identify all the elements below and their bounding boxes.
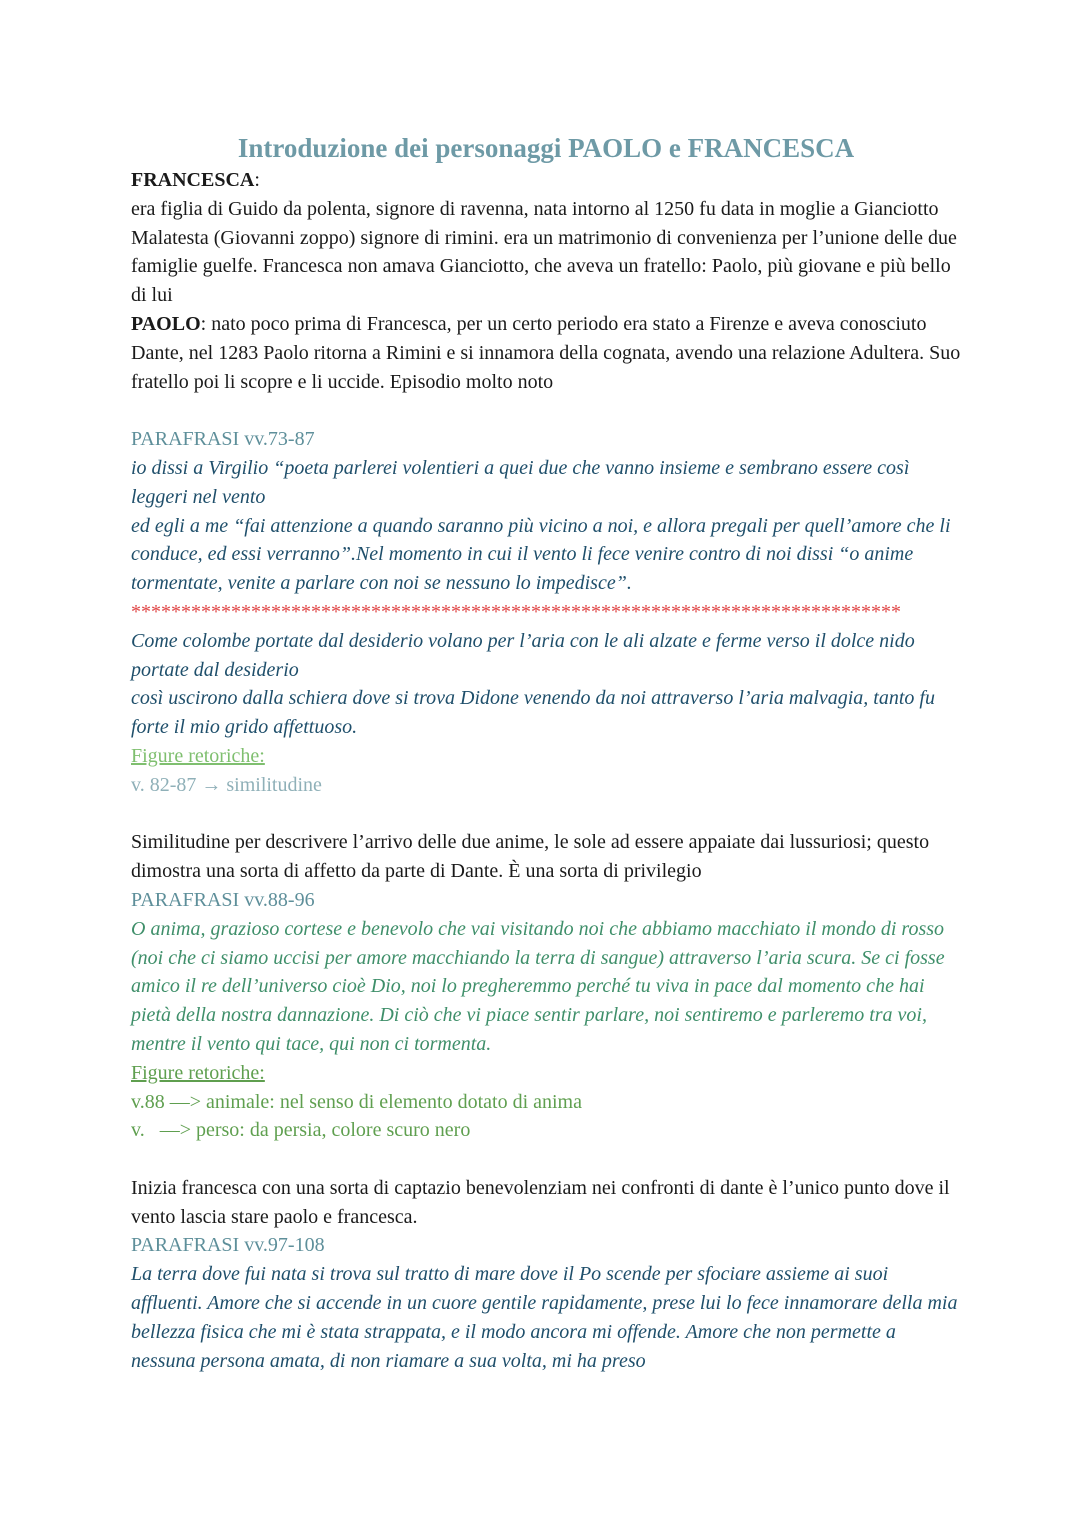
paolo-text: : nato poco prima di Francesca, per un certo periodo era stato a Firenze e aveva conosciuto Dante, nel 1283 Paolo ritorna a Rimini e si innamora della cognata, avendo una relazione Adultera. Suo fratello poi li scopre e li uccide. Episodio molto noto bbox=[131, 312, 961, 393]
section1-para3: Come colombe portate dal desiderio volano per l’aria con le ali alzate e ferme verso il dolce nido portate dal desiderio bbox=[131, 629, 915, 681]
figures-label-link: Figure retoriche: bbox=[131, 744, 265, 767]
section2-figure2: v. —> perso: da persia, colore scuro nero bbox=[131, 1119, 471, 1142]
section3-heading: PARAFRASI vv.97-108 bbox=[131, 1234, 325, 1257]
section2-heading: PARAFRASI vv.88-96 bbox=[131, 888, 315, 911]
francesca-text: era figlia di Guido da polenta, signore di ravenna, nata intorno al 1250 fu data in moglie a Gianciotto Malatesta (Giovanni zoppo) signore di rimini. era un matrimonio di convenienza per l’unione delle due famiglie guelfe. Francesca non amava Gianciotto, che aveva un fratello: Paolo, più giovane e più bello di lui bbox=[131, 197, 957, 307]
page-title: Introduzione dei personaggi PAOLO e FRANCESCA bbox=[237, 133, 855, 163]
francesca-label: FRANCESCA bbox=[131, 169, 255, 191]
section1-figures-label bbox=[131, 742, 961, 771]
comment1: Similitudine per descrivere l’arrivo delle due anime, le sole ad essere appaiate dai lussuriosi; questo dimostra una sorta di affetto da parte di Dante. È una sorta di privilegio bbox=[131, 831, 930, 883]
section1-separator: ***************************************************************************** bbox=[131, 600, 901, 623]
paolo-paragraph bbox=[131, 310, 961, 396]
section1-para4: così uscirono dalla schiera dove si trova Didone venendo da noi attraverso l’aria malvagia, tanto fu forte il mio grido affettuoso. bbox=[131, 687, 935, 739]
francesca-colon: : bbox=[254, 169, 260, 191]
spacer bbox=[131, 800, 961, 829]
section1-para1: io dissi a Virgilio “poeta parlerei volentieri a quei due che vanno insieme e sembrano essere così leggeri nel vento bbox=[131, 456, 910, 508]
section3-para1: La terra dove fui nata si trova sul tratto di mare dove il Po scende per sfociare assieme ai suoi affluenti. Amore che si accende in un cuore gentile rapidamente, prese lui lo fece innamorare della mia bellezza fisica che mi è stata strappata, e il modo ancora mi offende. Amore che non permette a nessuna persona amata, di non riamare a sua volta, mi ha preso bbox=[131, 1263, 958, 1372]
document-page bbox=[131, 130, 961, 1375]
spacer bbox=[131, 1145, 961, 1174]
section1-figure1: v. 82-87 → similitudine bbox=[131, 773, 322, 796]
comment2: Inizia francesca con una sorta di captazio benevolenziam nei confronti di dante è l’unico punto dove il vento lascia stare paolo e francesca. bbox=[131, 1176, 950, 1228]
section2-figures-label bbox=[131, 1059, 961, 1088]
paolo-label: PAOLO bbox=[131, 312, 201, 335]
francesca-heading bbox=[131, 166, 961, 195]
section2-figure1: v.88 —> animale: nel senso di elemento dotato di anima bbox=[131, 1090, 582, 1113]
spacer bbox=[131, 396, 961, 425]
section1-para2: ed egli a me “fai attenzione a quando saranno più vicino a noi, e allora pregali per quell’amore che li conduce, ed essi verranno”.Nel momento in cui il vento li fece venire contro di noi dissi “o anime tormentate, venite a parlare con noi se nessuno lo impedisce”. bbox=[131, 514, 951, 595]
section2-para1: O anima, grazioso cortese e benevolo che vai visitando noi che abbiamo macchiato il mondo di rosso (noi che ci siamo uccisi per amore macchiando la terra di sangue) attraverso l’aria scura. Se ci fosse amico il re dell’universo cioè Dio, noi lo pregheremmo perché tu viva in pace dal momento che hai pietà della nostra dannazione. Di ciò che vi piace sentir parlare, noi sentiremo e parleremo tra voi, mentre il vento qui tace, qui non ci tormenta. bbox=[131, 917, 945, 1055]
figures-label-link: Figure retoriche: bbox=[131, 1061, 265, 1084]
section1-heading: PARAFRASI vv.73-87 bbox=[131, 428, 315, 451]
